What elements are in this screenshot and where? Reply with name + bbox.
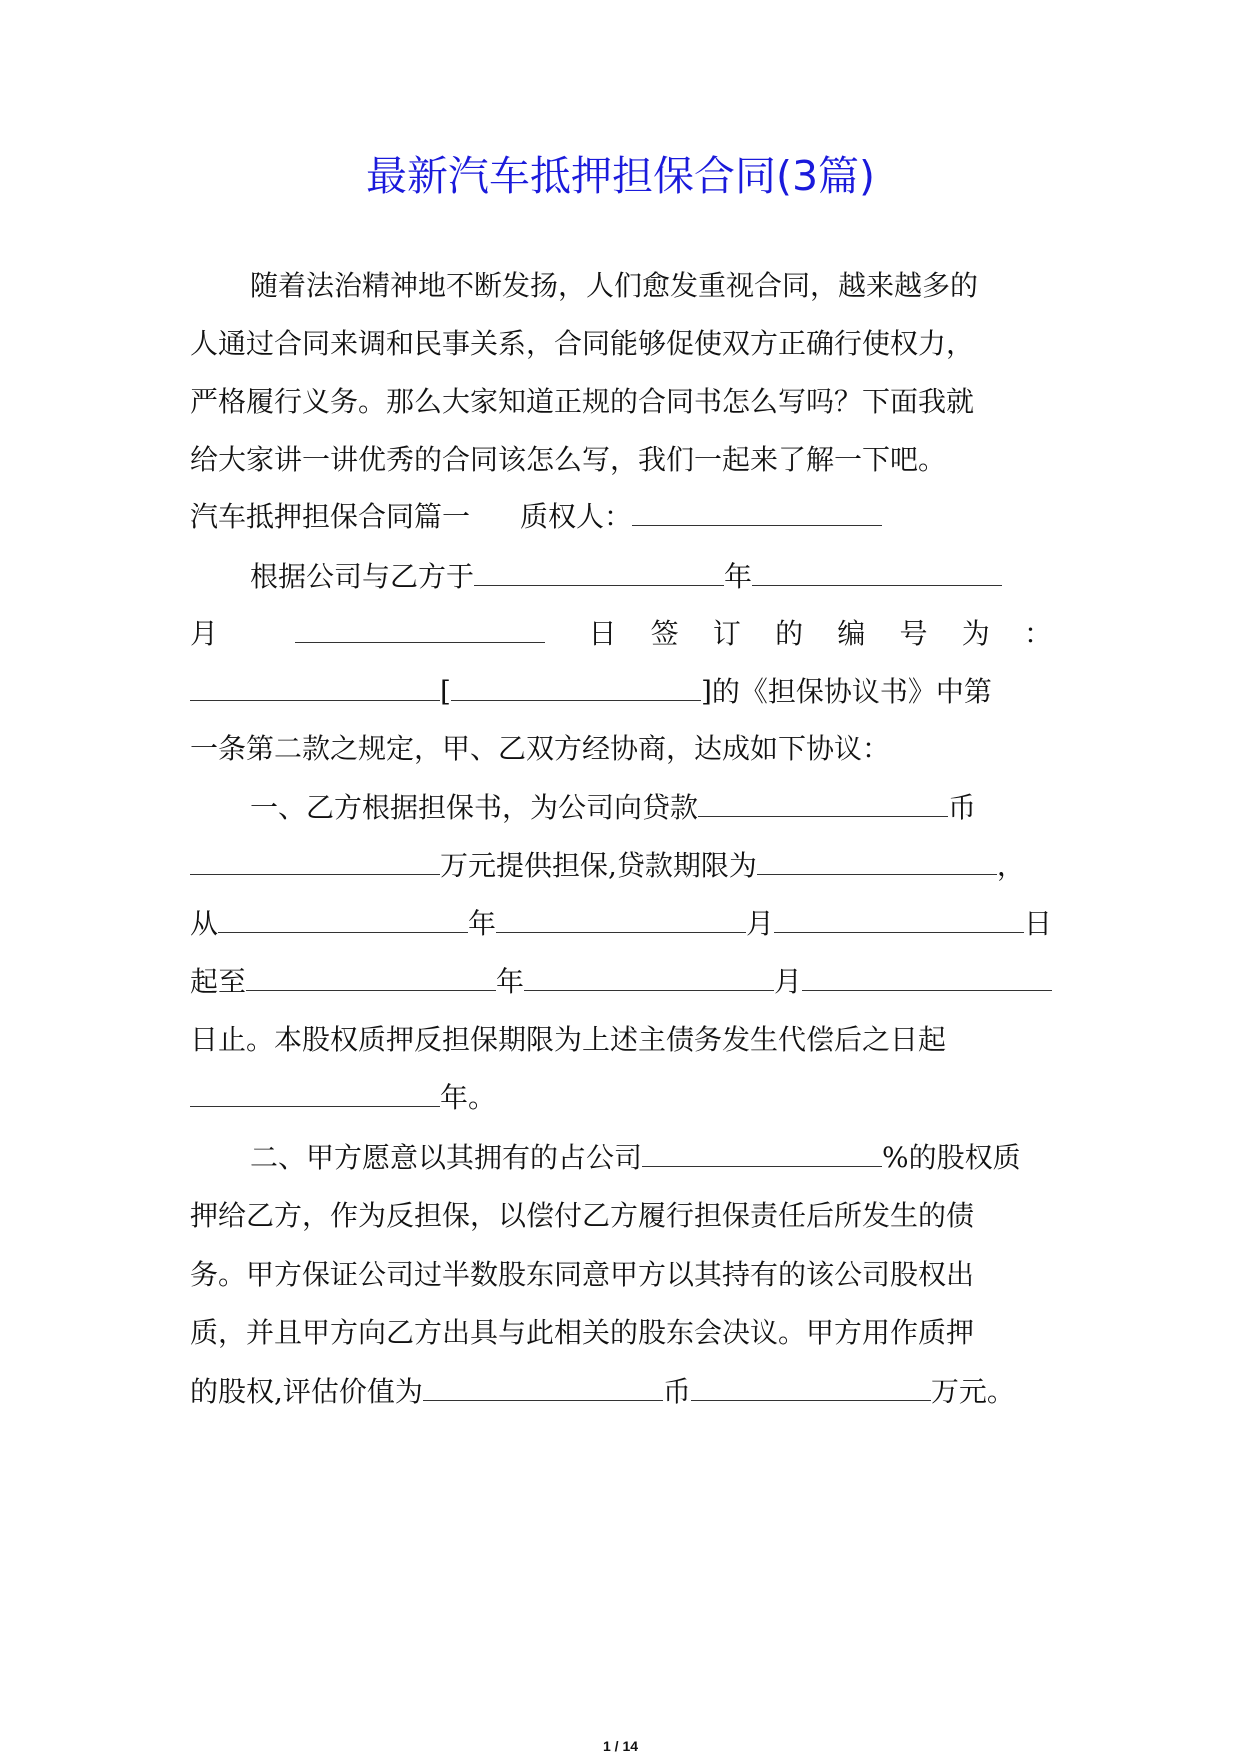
clause1-line-1	[250, 788, 1052, 828]
document-title: 最新汽车抵押担保合同(3篇)	[365, 152, 876, 200]
section-heading: 汽车抵押担保合同篇一	[190, 500, 471, 533]
blank	[295, 616, 545, 643]
blank	[451, 674, 701, 701]
to-label: 起至	[190, 965, 247, 998]
clause2-text: 二、甲方愿意以其拥有的占公司	[250, 1141, 643, 1174]
day-label: 日	[1024, 907, 1052, 940]
section-heading-line	[190, 497, 1052, 537]
blank	[524, 964, 774, 991]
blank	[423, 1374, 663, 1401]
signed-text: 日签订的编号为：	[588, 617, 1052, 650]
intro-line-4: 给大家讲一讲优秀的合同该怎么写，我们一起来了解一下吧。	[190, 443, 947, 476]
blank	[474, 559, 724, 586]
valuation-text: 的股权,评估价值为	[190, 1375, 423, 1408]
currency-label: 币	[662, 1375, 691, 1408]
clause1-text: 一、乙方根据担保书，为公司向贷款	[250, 791, 699, 824]
intro-line-2: 人通过合同来调和民事关系，合同能够促使双方正确行使权力，	[190, 327, 975, 360]
para1-line-1	[250, 557, 1052, 597]
para1-line-3	[190, 672, 1052, 712]
month-label: 月	[774, 965, 803, 998]
para1-text: 根据公司与乙方于	[250, 560, 475, 593]
clause1-line-3	[190, 904, 1052, 944]
clause2-line-4: 质，并且甲方向乙方出具与此相关的股东会决议。甲方用作质押	[190, 1316, 975, 1349]
blank	[190, 674, 440, 701]
clause1-line-2	[190, 846, 1052, 886]
clause1-text-b: 万元提供担保,贷款期限为	[440, 849, 757, 882]
blank	[774, 906, 1024, 933]
clause1-line-4	[190, 962, 1052, 1002]
bracket: [	[440, 675, 451, 708]
years-label: 年。	[440, 1081, 497, 1114]
blank	[802, 964, 1052, 991]
intro-line-1: 随着法治精神地不断发扬，人们愈发重视合同，越来越多的	[250, 269, 979, 302]
unit-label: 万元。	[930, 1375, 1015, 1408]
month-label: 月	[746, 907, 775, 940]
page-number: 1 / 14	[602, 1738, 639, 1754]
comma: ，	[996, 849, 1025, 882]
para1-line-4: 一条第二款之规定，甲、乙双方经协商，达成如下协议：	[190, 732, 891, 765]
clause1-line-5: 日止。本股权质押反担保期限为上述主债务发生代偿后之日起	[190, 1023, 947, 1056]
clause2-line-5	[190, 1372, 1052, 1412]
blank	[496, 906, 746, 933]
blank	[190, 1080, 440, 1107]
blank	[190, 848, 440, 875]
currency-label: 币	[948, 791, 977, 824]
pledgee-label: 质权人：	[520, 500, 633, 533]
year-label: 年	[496, 965, 525, 998]
blank	[698, 790, 948, 817]
blank	[642, 1140, 882, 1167]
clause2-line-2: 押给乙方，作为反担保，以偿付乙方履行担保责任后所发生的债	[190, 1199, 975, 1232]
month-label: 月	[190, 617, 253, 650]
agreement-ref: ]的《担保协议书》中第	[700, 675, 992, 708]
clause2-text-b: %的股权质	[882, 1141, 1021, 1174]
clause2-line-3: 务。甲方保证公司过半数股东同意甲方以其持有的该公司股权出	[190, 1258, 975, 1291]
year-label: 年	[724, 560, 753, 593]
clause2-line-1	[250, 1138, 1052, 1178]
blank	[218, 906, 468, 933]
blank	[691, 1374, 931, 1401]
blank	[757, 848, 997, 875]
intro-line-3: 严格履行义务。那么大家知道正规的合同书怎么写吗？下面我就	[190, 385, 975, 418]
pledgee-blank	[632, 499, 882, 526]
para1-line-2	[190, 614, 1052, 654]
blank	[246, 964, 496, 991]
year-label: 年	[468, 907, 497, 940]
from-label: 从	[190, 907, 219, 940]
blank	[752, 559, 1002, 586]
clause1-line-6	[190, 1078, 1052, 1118]
